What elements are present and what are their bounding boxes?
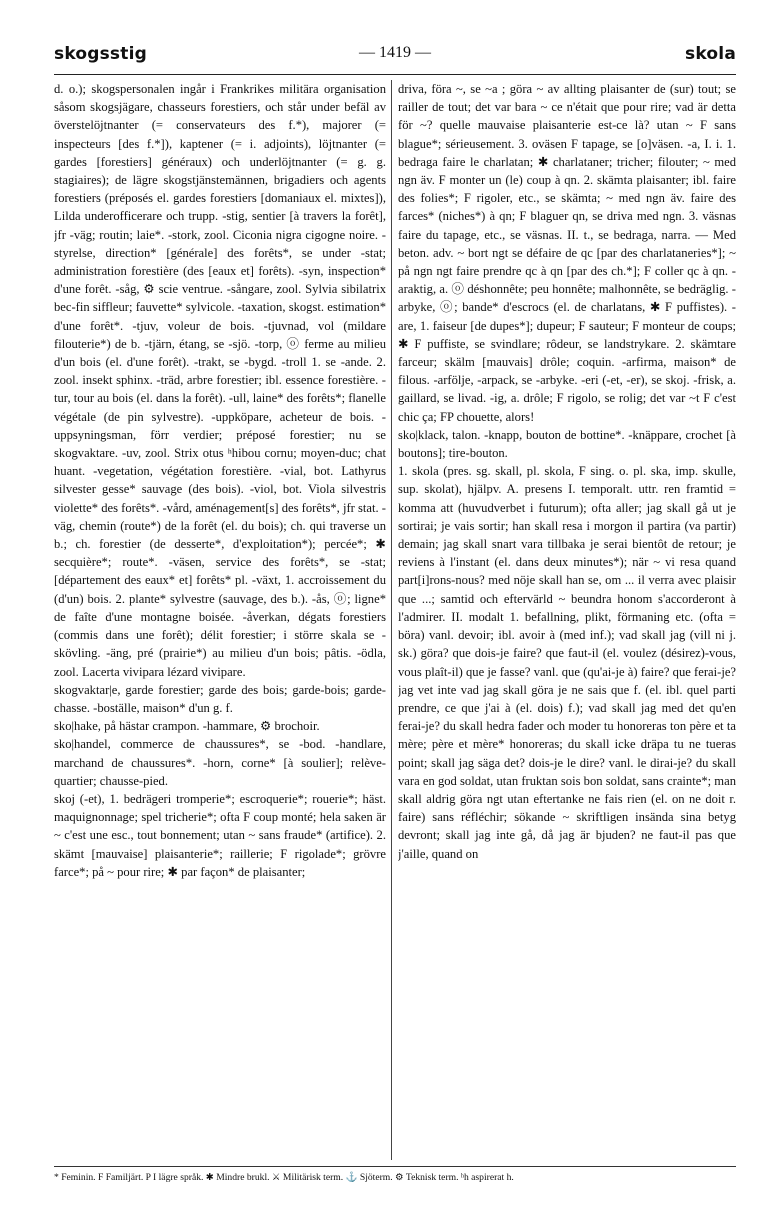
entry-skoj: skoj (-et), 1. bedrägeri tromperie*; escroquerie*; rouerie*; häst. maquignonnage; spel tricherie*; ofta F coup monté; hela saken är ~ c'est une esc., tout bonnement; utan ~ sans fraude* (artifice). 2. skämt [mauvaise] plaisanterie*; raillerie; F rigolade*; grövre farce*; på ~ pour rire; ✱ par façon* de plaisanter; [54,791,386,879]
entry-skoj-continued: driva, föra ~, se ~a ; göra ~ av allting plaisanter de (sur) tout; se railler de tout; det var bara ~ ce n'était que pour rire; vad är detta för ~? quelle mauvaise plaisanterie est-ce là? utan ~ F sans blague*; sérieusement. 3. oväsen F tapage, se [o]väsen. -a, I. i. 1. bedraga faire le charlatan; ✱ charlataner; tricher; filouter; ~ med ngn äv. F monter un (le) coup à qn. 2. skämta plaisanter; ibl. faire des folies*; F rigoler, etc., se skämta; ~ med ngn äv. faire des farces* (niches*) à qn; F blaguer qn, se driva med ngn. 3. väsnas faire du tapage, etc., se väsnas. II. t., se bedraga, narra. — Med beton. adv. ~ bort ngt se défaire de qc [par des charlataneries*]; ~ på ngn ngt faire prendre qc à qn [par des ch.*]; F coller qc à qn. -araktig, a. ⓞ déshonnête; peu honnête; malhonnête, se bedräglig. -arbyke, ⓞ; bande* d'escrocs (el. de charlatans, ✱ F puffistes). -are, 1. faiseur [de dupes*]; dupeur; F sauteur; F monteur de coups; ✱ F puffiste, se svindlare; rôdeur, se landstrykare. 2. skämtare farceur; skälm [mauvais] drôle; coquin. -arfirma, maison* de filous. -arfölje, -arpack, se -arbyke. -eri (-et, -er), se skoj. -frisk, a. gaillard, se livad. -ig, a. drôle; F rigolo, se rolig; det var ~t F c'est chic ça; FP chouette, alors! [398,82,736,424]
left-column [54,80,386,1162]
entry-skogvaktare: skogvaktar|e, garde forestier; garde des bois; garde-bois; garde-chasse. -boställe, maison* d'un g. f. [54,682,386,715]
entry-skohake: sko|hake, på hästar crampon. -hammare, ⚙ brochoir. [54,719,320,734]
right-column [398,80,736,1162]
entry-skogs-compounds: d. o.); skogspersonalen ingår i Frankrikes militära organisation såsom skogsjägare, chasseurs forestiers, och står under befäl av överstelöjtnanter (= conservateurs des f.*), majorer (= inspecteurs [des f.*]), kaptener (= i. adjoints), löjtnanter (= gardes [forestiers] généraux) och underlöjtnanter (= g. g. stagiaires); de lägre skogstjänstemännen, brigadiers och agents forestiers (préposés el. gardes forestiers [domaniaux el. mixtes]), Lilda underofficerare och trupp. -stig, sentier [à travers la forêt], jfr -väg; routin; laie*. -stork, zool. Ciconia nigra cigogne noire. -styrelse, direction* [générale] des forêts*, se under -stat; administration forestière (des [eaux et] forêts). -syn, inspection* d'une forêt. -såg, ⚙ scie ventrue. -sångare, zool. Sylvia sibilatrix bec-fin siffleur; fauvette* sylvicole. -taxation, skogst. estimation* d'une forêt*. -tjuv, voleur de bois. -tjuvnad, vol (mildare filouterie*) de b. -tjärn, étang, se -sjö. -torp, ⓞ ferme au milieu d'un bois (el. d'une forêt). -trakt, se -bygd. -troll 1. se -ande. 2. zool. insekt sphinx. -träd, arbre forestier; ibl. essence forestière. -tur, tour au bois (el. dans la forêt). -ull, laine* des forêts*; flanelle végétale (de pin sylvestre). -uppköpare, acheteur de bois. -uppsyningsman, förr verdier; préposé forestier; nu se skogvaktare. -uv, zool. Strix otus ʰhibou cornu; moyen-duc; chat huant. -vegetation, végétation forestière. -vial, bot. Lathyrus silvester gesse* sauvage (des bois). -viol, bot. Viola silvestris violette* des forêts*. -vård, aménagement[s] des forêts*, jfr stat. -väg, chemin (route*) de la forêt (el. du bois); ch. qui traverse un b.; ch. forestier (de desserte*, d'exploitation*); percée*; ✱ secquière*; route*. -väsen, service des forêts*, se -stat; [département des eaux* et] forêts* pl. -växt, 1. accroissement du (d'un) bois. 2. plante* sylvestre (sauvage, des b.). -ås, ⓞ; ligne* de faîte d'une montagne boisée. -åverkan, dégats forestiers (commis dans une forêt); délit forestier; i större skala se -skövling. -äng, pré (prairie*) au milieu d'un bois; pâtis. -ödla, zool. Lacerta vivipara lézard vivipare. [54,82,386,679]
column-divider [391,80,392,1160]
right-guide-word: skola [685,44,736,64]
entry-skola: 1. skola (pres. sg. skall, pl. skola, F sing. o. pl. ska, imp. skulle, sup. skolat), hjälpv. A. presens I. temporalt. uttr. ren framtid = komma att (huvudverbet i futurum); ofta aller; jag skall gå ut je sortirai; je vais sortir; han skall resa i morgon il partira (va partir) demain; jag skall snart vara tillbaka je serai bientôt de retour; je reviens à l'instant (el. dans deux minutes*); när ~ vi resa quand part[i]rons-nous? med nöje skall han se, om ... il verra avec plaisir que ...; samtid och eftervärld ~ beundra honom s'accorderont à l'admirer. II. modalt 1. befallning, plikt, förmaning etc. (ofta = böra) vanl. devoir; ibl. avoir à (med inf.); vad skall jag (vill ni j. sk.) göra? que dois-je faire? que faut-il (el. voulez (désirez)-vous, vous plaît-il) que je fasse? vanl. que (qu'ai-je à) faire? que ferai-je? jag vet inte vad jag skall göra je ne sais que f. (el. ibl. quel parti prendre, ce que j'ai à (el. dois) f.); vad skall jag med det qu'en ferai-je? du skall hedra fader och moder tu honoreras ton père et ta mère; père et mère* honoreras; du skall icke dräpa tu ne tueras point; skall jag säga det? dois-je le dire? vanl. le dirai-je? du skall vara en god soldat, utan fruktan sois bon soldat, sans crainte*; man skall aldrig göra ngt utan eftertanke ne fais rien (el. on ne doit r. faire) sans réfléchir; sökande ~ skriftligen insända sina betyg devront; skall jag inte gå, då jag är bjuden? ne faut-il pas que j'aille, quand on [398,464,736,861]
footer-rule [54,1166,736,1167]
page-header [54,44,736,72]
header-rule [54,74,736,75]
entry-skohandel: sko|handel, commerce de chaussures*, se -bod. -handlare, marchand de chaussures*. -horn, corne* [à soulier]; relève-quartier; chausse-pied. [54,737,386,788]
page-number: — 1419 — [359,44,431,61]
left-guide-word: skogsstig [54,44,147,64]
abbreviation-legend: * Feminin. F Familjärt. P I lägre språk. ✱ Mindre brukl. ⚔ Militärisk term. ⚓ Sjöterm. ⚙ Teknisk term. ʰh aspirerat h. [54,1172,514,1183]
entry-skoklack: sko|klack, talon. -knapp, bouton de bottine*. -knäppare, crochet [à boutons]; tire-bouton. [398,427,736,461]
